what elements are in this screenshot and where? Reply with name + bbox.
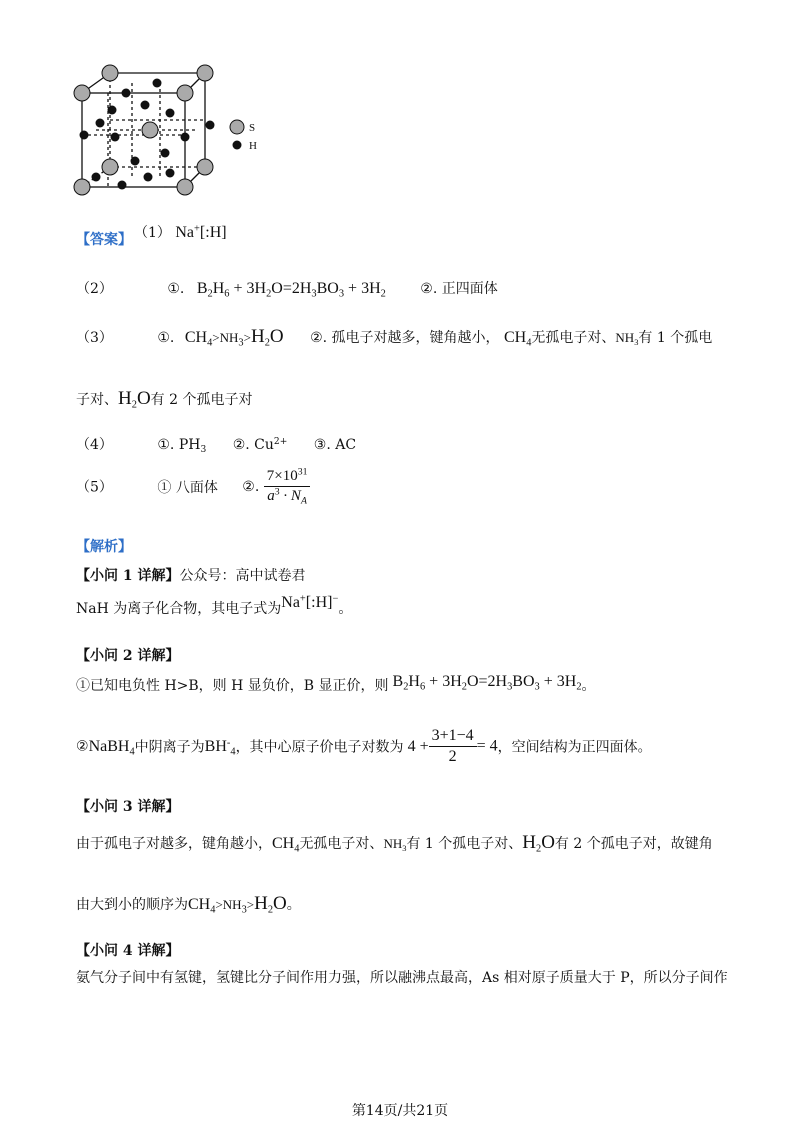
s3-line1: 由于孤电子对越多，键角越小，$CH_4$无孤电子对、$NH_3$有 1 个孤电子对、$H_2O$有 2 个孤电子对，故键角	[76, 832, 713, 855]
s2-line2: ②NaBH$_4$中阴离子为$BH^-_4$，其中心原子价电子对数为 4 + $\frac{3+1-4}{2}$ = 4，空间结构为正四面体。	[76, 727, 652, 765]
analysis-header: 【解析】	[76, 539, 132, 555]
s2-line1: ①已知电负性 H>B，则 H 显负价，B 显正价，则 $B_2H_6 + 3H_2O=2H_3BO_3 + 3H_2$。	[76, 673, 596, 694]
answer-q5: （5） ① 八面体 ②. $\frac{7\times 10^{31}}{a^3 \cdot N_A}$	[76, 468, 310, 505]
answer-q1: （1） Na+[:H]	[134, 223, 227, 241]
page-number: 第14页/共21页	[351, 1103, 449, 1119]
s3-line2: 由大到小的顺序为$CH_4>NH_3>H_2O$。	[76, 893, 301, 916]
s3-title: 【小问 3 详解】	[76, 799, 180, 815]
s-atom-legend-icon	[230, 120, 244, 134]
legend-s-label: S	[249, 122, 256, 134]
s1-text: NaH 为离子化合物，其电子式为Na+[:H]−。	[76, 593, 353, 617]
answer-q3-line1: （3） ①. $CH_4>NH_3>H_2O$ ②. 孤电子对越多，键角越小， $CH_4$无孤电子对、$NH_3$有 1 个孤电	[76, 326, 713, 349]
s4-title: 【小问 4 详解】	[76, 943, 180, 959]
crystal-structure-figure	[60, 55, 280, 205]
answer-header: 【答案】	[76, 232, 132, 248]
answer-q2: （2） ①. $B_2H_6 + 3H_2O=2H_3BO_3 + 3H_2$ ②. 正四面体	[76, 280, 498, 300]
s4-line1: 氨气分子间中有氢键，氢键比分子间作用力强，所以融沸点最高，As 相对原子质量大于 P，所以分子间作	[76, 970, 728, 986]
answer-q4: （4） ①. $PH_3$ ②. $Cu^{2+}$ ③. AC	[76, 437, 357, 456]
s1-title: 【小问 1 详解】公众号：高中试卷君	[76, 568, 306, 584]
h-atom-legend-icon	[233, 141, 242, 150]
answer-q3-line2: 子对、$H_2O$有 2 个孤电子对	[76, 388, 253, 411]
legend-h-label: H	[249, 140, 257, 152]
s2-title: 【小问 2 详解】	[76, 648, 180, 664]
